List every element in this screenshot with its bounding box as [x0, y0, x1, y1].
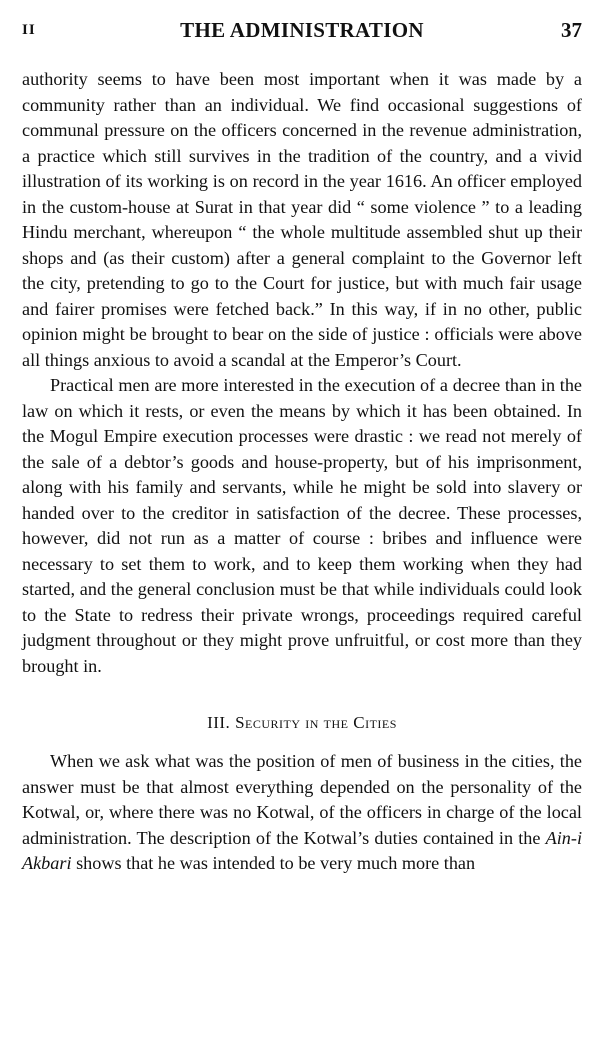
paragraph-text-after: shows that he was intended to be very much more than	[71, 853, 476, 873]
paragraph-security-in-cities	[22, 749, 582, 877]
section-title: Security in the Cities	[235, 713, 397, 732]
section-number: III.	[207, 713, 231, 732]
book-page	[22, 18, 582, 877]
book-title-ain-i-akbari: Ain-i Akbari	[22, 827, 582, 873]
chapter-number: II	[22, 22, 36, 38]
paragraph-text-before: When we ask what was the position of men of business in the cities, the answer must be that almost everything depended on the personality of the Kotwal, or, where there was no Kotwal, of the officers in charge of the local administration. The description of the Kotwal’s duties contained in the	[22, 751, 582, 848]
section-heading	[22, 713, 582, 733]
paragraph-continued: authority seems to have been most important when it was made by a community rather than an individual. We find occasional suggestions of communal pressure on the officers concerned in the revenue administration, a practice which still survives in the tradition of the country, and a vivid illustration of its working is on record in the year 1616. An officer employed in the custom-house at Surat in that year did “ some violence ” to a leading Hindu merchant, whereupon “ the whole multitude assembled shut up their shops and (as their custom) after a general complaint to the Governor left the city, pretending to go to the Court for justice, but with much fair usage and fairer promises were fetched back.” In this way, if in no other, public opinion might be brought to bear on the side of justice : officials were above all things anxious to avoid a scandal at the Emperor’s Court.	[22, 69, 582, 370]
paragraph-execution-of-decrees: Practical men are more interested in the execution of a decree than in the law on which it rests, or even the means by which it has been obtained. In the Mogul Empire execution processes were drastic : we read not merely of the sale of a debtor’s goods and house-property, but of his imprisonment, along with his family and servants, while he might be sold into slavery or handed over to the creditor in satisfaction of the decree. These processes, however, did not run as a matter of course : bribes and influence were necessary to set them to work, and to keep them working when they had started, and the general conclusion must be that while individuals could look to the State to redress their private wrongs, proceedings required careful judgment throughout or they might prove unfruitful, or cost more than they brought in.	[22, 375, 582, 676]
running-header	[22, 18, 582, 54]
page-number: 37	[561, 18, 582, 42]
running-title: THE ADMINISTRATION	[180, 18, 424, 42]
